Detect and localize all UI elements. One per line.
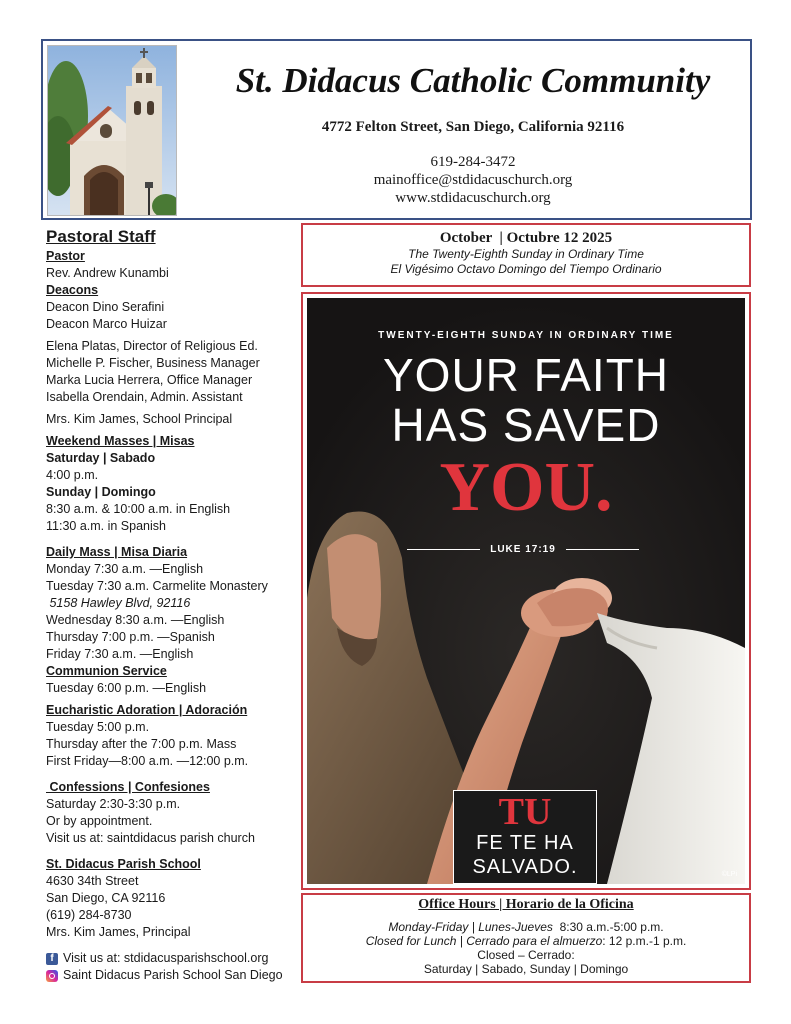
daily-mass-label: Daily Mass | Misa Diaria — [46, 545, 188, 559]
facebook-row[interactable] — [46, 950, 296, 967]
sunday-label: Sunday | Domingo — [46, 485, 156, 499]
adoration-item: First Friday—8:00 a.m. —12:00 p.m. — [46, 754, 249, 768]
saturday-label: Saturday | Sabado — [46, 451, 156, 465]
communion-label: Communion Service — [46, 664, 167, 678]
spanish-caption-box — [453, 790, 597, 884]
adoration-item: Tuesday 5:00 p.m. — [46, 720, 150, 734]
poster-credit: ©LPi — [721, 871, 737, 878]
spanish-caption-line: SALVADO. — [472, 856, 578, 878]
gospel-poster — [307, 298, 745, 884]
daily-mass-item: Thursday 7:00 p.m. —Spanish — [46, 630, 215, 644]
deacons-label: Deacons — [46, 283, 99, 297]
website-link[interactable]: www.stdidacuschurch.org — [395, 190, 551, 206]
daily-mass-item: Friday 7:30 a.m. —English — [46, 647, 194, 661]
weekday-label: Monday-Friday | Lunes-Jueves — [388, 920, 553, 934]
confessions-item: Or by appointment. — [46, 814, 153, 828]
office-hours-lunch — [303, 934, 749, 948]
confessions-item: Visit us at: saintdidacus parish church — [46, 831, 255, 845]
instagram-row[interactable] — [46, 967, 296, 984]
spanish-caption-line: FE TE HA — [476, 832, 574, 854]
adoration-item: Thursday after the 7:00 p.m. Mass — [46, 737, 237, 751]
daily-mass-item: Tuesday 7:30 a.m. Carmelite Monastery — [46, 579, 268, 593]
contact-block — [343, 153, 603, 207]
office-hours-weekday — [303, 920, 749, 934]
church-photo — [47, 45, 177, 216]
instagram-text[interactable]: Saint Didacus Parish School San Diego — [63, 968, 283, 982]
pastor-label: Pastor — [46, 249, 85, 263]
parish-address: 4772 Felton Street, San Diego, California 92116 — [321, 119, 625, 135]
school-principal: Mrs. Kim James, School Principal — [46, 412, 233, 426]
staff-member: Michelle P. Fischer, Business Manager — [46, 356, 260, 370]
facebook-icon: f — [46, 953, 58, 965]
school-item: 4630 34th Street — [46, 874, 139, 888]
weekend-masses-label: Weekend Masses | Misas — [46, 434, 195, 448]
daily-mass-item: Monday 7:30 a.m. —English — [46, 562, 204, 576]
instagram-icon — [46, 970, 58, 982]
poster-headline-line: YOUR FAITH — [382, 349, 670, 401]
confessions-label: Confessions | Confesiones — [46, 780, 210, 794]
phone-number: 619-284-3472 — [430, 154, 516, 170]
daily-mass-item: Wednesday 8:30 a.m. —English — [46, 613, 225, 627]
spanish-caption-emphasis: TU — [498, 791, 552, 833]
poster-headline-line: HAS SAVED — [391, 399, 661, 451]
school-label: St. Didacus Parish School — [46, 857, 201, 871]
bulletin-header — [41, 39, 752, 220]
deacon-name: Deacon Marco Huizar — [46, 317, 167, 331]
sunday-title-es: El Vigésimo Octavo Domingo del Tiempo Ordinario — [390, 262, 662, 276]
office-hours-closed-days: Saturday | Sabado, Sunday | Domingo — [423, 962, 629, 976]
weekday-time: 8:30 a.m.-5:00 p.m. — [552, 920, 664, 934]
poster-headline-emphasis: YOU. — [439, 449, 613, 526]
sunday-time: 8:30 a.m. & 10:00 a.m. in English — [46, 502, 231, 516]
poster-frame — [301, 292, 751, 890]
adoration-label: Eucharistic Adoration | Adoración — [46, 703, 248, 717]
sunday-title-en: The Twenty-Eighth Sunday in Ordinary Time — [408, 247, 644, 261]
staff-member: Isabella Orendain, Admin. Assistant — [46, 390, 243, 404]
sidebar-heading: Pastoral Staff — [46, 227, 156, 246]
school-item: (619) 284-8730 — [46, 908, 132, 922]
bulletin-date: October | Octubre 12 2025 — [439, 230, 613, 246]
staff-member: Elena Platas, Director of Religious Ed. — [46, 339, 258, 353]
office-hours-closed: Closed – Cerrado: — [477, 948, 575, 962]
saturday-time: 4:00 p.m. — [46, 468, 99, 482]
school-item: San Diego, CA 92116 — [46, 891, 166, 905]
scripture-reference — [407, 544, 639, 555]
date-box — [301, 223, 751, 287]
office-hours-box — [301, 893, 751, 983]
confessions-item: Saturday 2:30-3:30 p.m. — [46, 797, 181, 811]
sunday-time: 11:30 a.m. in Spanish — [46, 519, 166, 533]
office-hours-title: Office Hours | Horario de la Oficina — [418, 897, 634, 912]
pastor-name: Rev. Andrew Kunambi — [46, 266, 169, 280]
communion-time: Tuesday 6:00 p.m. —English — [46, 681, 207, 695]
parish-title: St. Didacus Catholic Community — [235, 61, 711, 100]
staff-member: Marka Lucia Herrera, Office Manager — [46, 373, 253, 387]
lunch-time: : 12 p.m.-1 p.m. — [602, 934, 687, 948]
scripture-reference-text: LUKE 17:19 — [490, 544, 556, 555]
facebook-text[interactable]: Visit us at: stdidacusparishschool.org — [63, 951, 269, 965]
poster-kicker: TWENTY-EIGHTH SUNDAY IN ORDINARY TIME — [378, 330, 674, 341]
school-item: Mrs. Kim James, Principal — [46, 925, 191, 939]
daily-mass-item: 5158 Hawley Blvd, 92116 — [46, 596, 191, 610]
lunch-label: Closed for Lunch | Cerrado para el almuerzo — [365, 934, 603, 948]
pastoral-staff-sidebar — [46, 226, 296, 984]
deacon-name: Deacon Dino Serafini — [46, 300, 165, 314]
email-address[interactable]: mainoffice@stdidacuschurch.org — [373, 172, 573, 188]
